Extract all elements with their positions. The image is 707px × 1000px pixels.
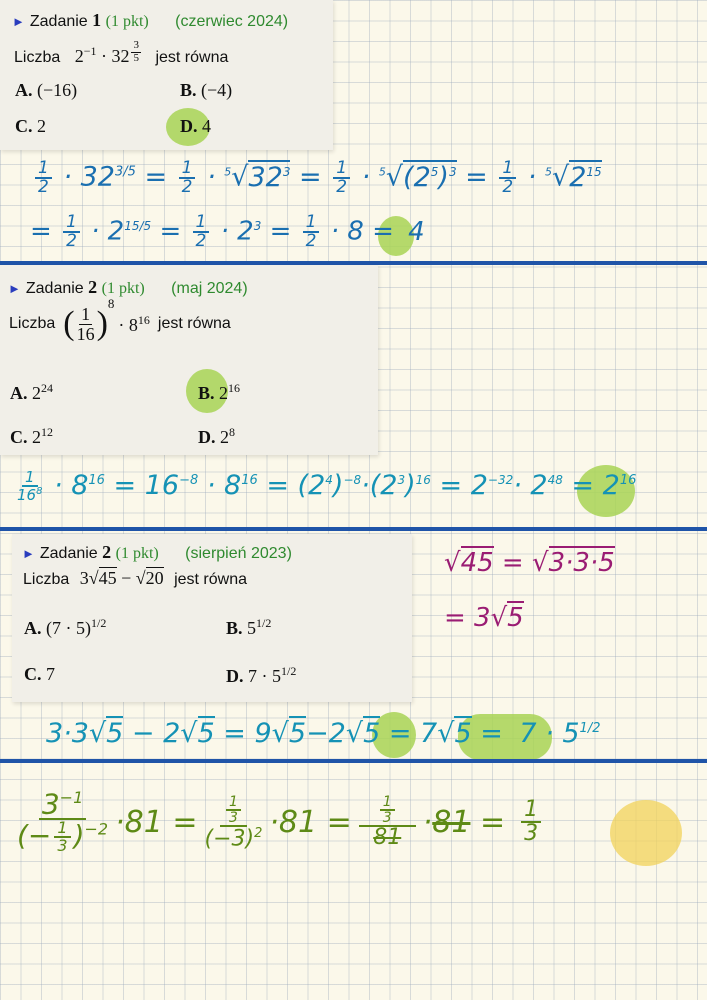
problem-1-question: Liczba $2^{-1} \cdot 32$ $^{\frac{3}{5}}$ jest równa [14, 39, 229, 66]
solution-1-line-1: $\frac{1}{2}$ · $32^{3/5}$ = $\frac{1}{2}$ · $^5√32^3$ = $\frac{1}{2}$ · $^5√(2^5)^3$ = $\frac{1}{2}$ · $^5√2^{15}$ [32, 160, 602, 196]
solution-1-line-2: = $\frac{1}{2}$ · $2^{15/5}$ = $\frac{1}{2}$ · $2^3$ = $\frac{1}{2}$ · 8 = 4 [30, 212, 425, 251]
solution-2-line: $\frac{1}{16^8}$ · $8^{16} = 16^{-8} \cdot 8^{16} = (2^4)^{-8}\cdot(2^3)^{16} = 2^{-32}\cdot 2^{48} = 2^{16}$ [17, 468, 637, 504]
problem-1-answer-b: B. (−4) [180, 80, 233, 100]
problem-2-answer-a: A. $2^{24}$ [10, 381, 53, 403]
side-note-line-1: √45 = √3·3·5 [444, 548, 615, 578]
problem-1-answer-c: C. 2 [15, 116, 46, 136]
problem-3-answer-a: A. $(7 \cdot 5)^{1/2}$ [24, 616, 107, 638]
solution-3-line: $3\cdot 3√5 - 2√5 = 9√5-2√5 = 7√5 = 7 \cdot 5^{1/2}$ [46, 718, 601, 749]
section-divider [0, 527, 707, 531]
problem-2-answer-d: D. $2^8$ [198, 425, 235, 447]
triangle-right-icon: ► [22, 546, 35, 561]
problem-2-answer-b: B. $2^{16}$ [198, 381, 241, 403]
problem-3-question: Liczba 3√45 − √20 jest równa [23, 568, 247, 588]
problem-3-date: (sierpień 2023) [185, 545, 292, 562]
problem-3-card [12, 534, 412, 702]
problem-2-answer-c: C. $2^{12}$ [10, 425, 53, 447]
problem-3-answer-b: B. $5^{1/2}$ [226, 616, 272, 638]
section-divider [0, 759, 707, 763]
problem-1-card [0, 0, 333, 150]
answer-highlight-yellow [610, 800, 682, 866]
problem-1-answer-a: A. (−16) [15, 80, 78, 100]
problem-3-answer-c: C. 7 [24, 664, 55, 684]
problem-3-header: ► Zadanie 2 (1 pkt) (sierpień 2023) [22, 542, 292, 562]
problem-2-header: ► Zadanie 2 (1 pkt) (maj 2024) [8, 277, 248, 297]
problem-1-answer-d: D. 4 [180, 116, 211, 136]
triangle-right-icon: ► [8, 281, 21, 296]
side-note-line-2: = 3√5 [444, 603, 524, 633]
problem-2-date: (maj 2024) [171, 280, 248, 297]
problem-2-question: Liczba ( $\frac{1}{16}$ ) 8 · $8^{16}$ jest równa [9, 296, 231, 344]
triangle-right-icon: ► [12, 14, 25, 29]
problem-1-date: (czerwiec 2024) [175, 13, 289, 30]
solution-4-line: $3^{-1}$ (− $\frac{1}{3}$ )$^{-2}$ ·81 = $\frac{\frac{1}{3}}{(-3)^2}$ ·81 = $\frac{\frac{1}{3}}{81}$ ·81 = $\frac{1}{3}$ [14, 790, 544, 854]
problem-3-answer-d: D. $7 \cdot 5^{1/2}$ [226, 664, 297, 686]
problem-1-header: ► Zadanie 1 (1 pkt) (czerwiec 2024) [12, 10, 289, 30]
problem-2-card [0, 265, 378, 455]
